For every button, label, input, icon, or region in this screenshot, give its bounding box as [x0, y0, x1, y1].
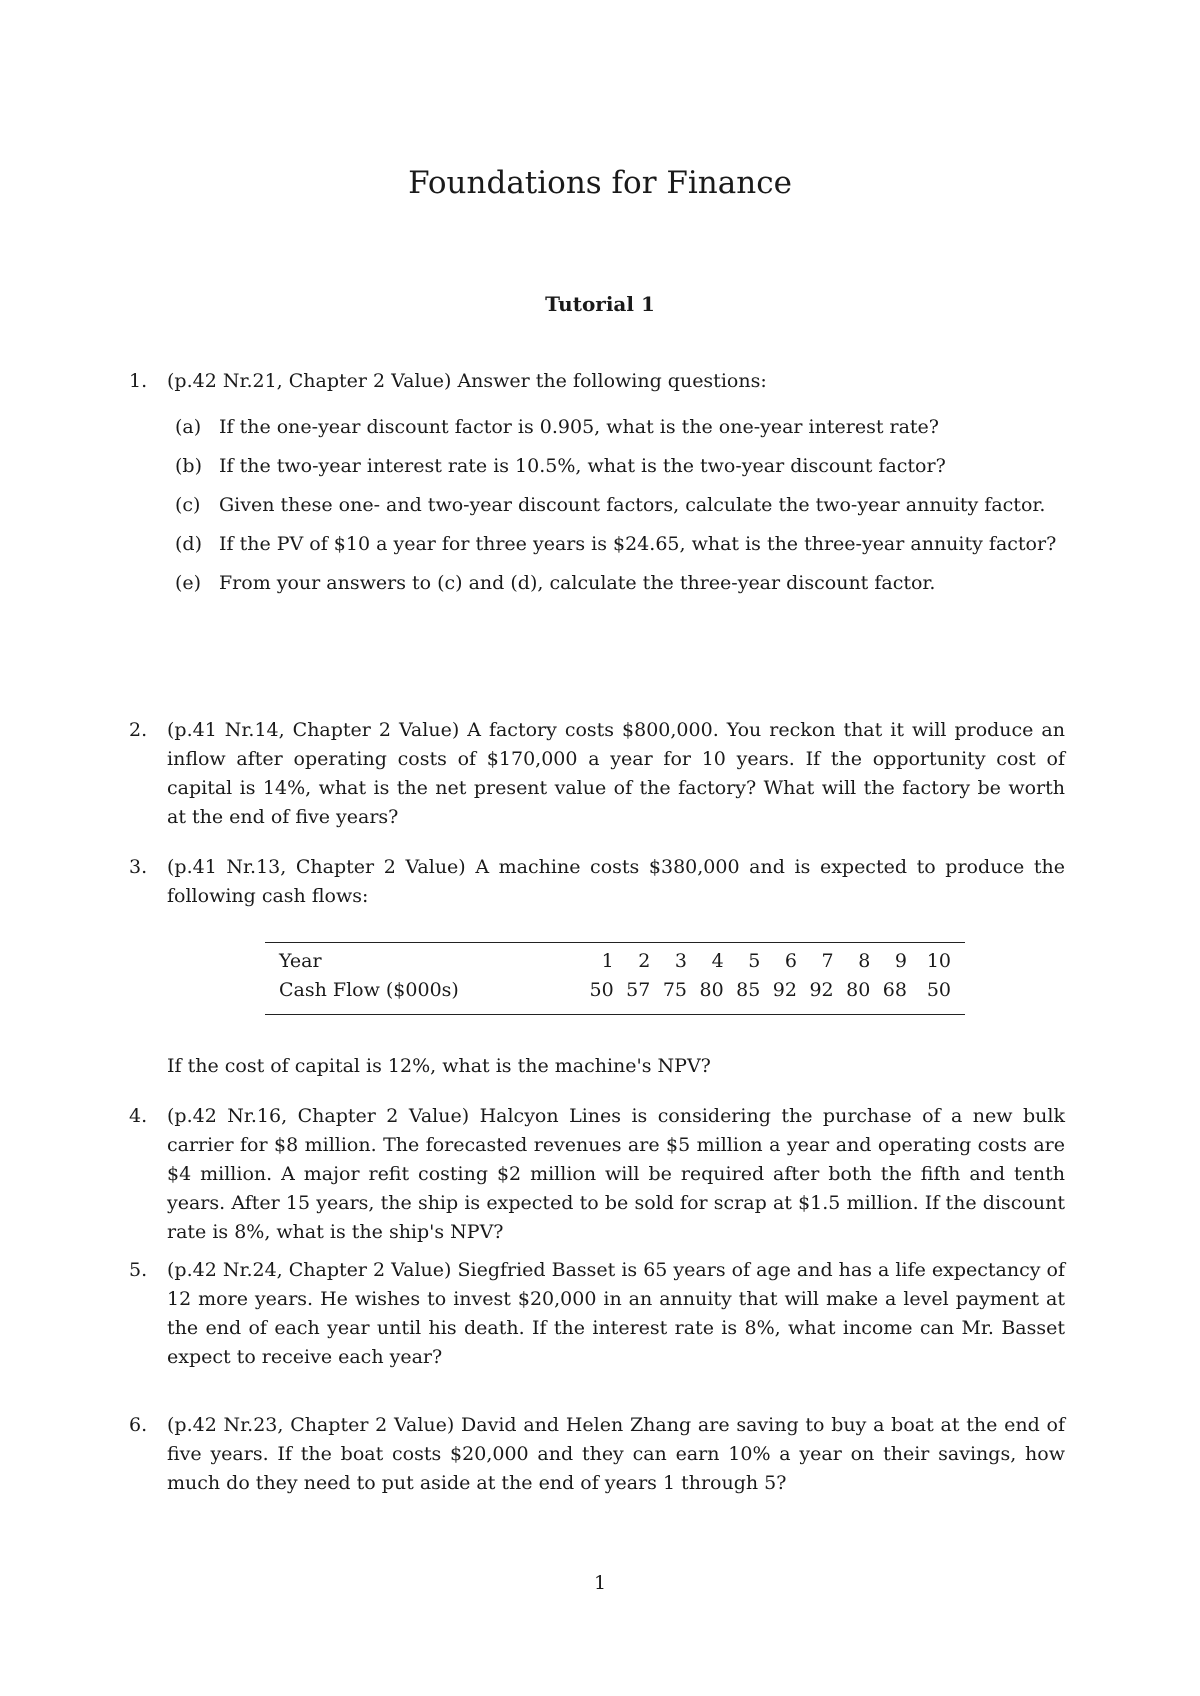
question-number: 3. — [129, 856, 148, 878]
table-cell: 50 — [589, 979, 614, 1001]
question-6 — [129, 1411, 1065, 1498]
table-cell: 9 — [894, 950, 907, 972]
question-1-parts — [175, 413, 1065, 608]
question-1-part-c — [175, 491, 1065, 520]
cash-flow-table — [265, 942, 965, 1010]
question-text: (p.42 Nr.23, Chapter 2 Value) David and Helen Zhang are saving to buy a boat at the end of five years. If the boat costs $20,000 and they can earn 10% a year on their savings, how much do they need to put aside at the end of years 1 through 5? — [167, 1414, 1065, 1494]
table-cell: 80 — [699, 979, 724, 1001]
part-text: If the PV of $10 a year for three years is $24.65, what is the three-year annuity factor? — [219, 533, 1057, 555]
question-number: 5. — [129, 1259, 148, 1281]
table-cell: 3 — [674, 950, 688, 972]
table-cell: 8 — [858, 950, 871, 972]
table-cell: 75 — [662, 979, 688, 1001]
table-row — [265, 976, 965, 1010]
part-text: Given these one- and two-year discount factors, calculate the two-year annuity factor. — [219, 494, 1046, 516]
table-cell: 57 — [626, 979, 651, 1001]
question-text: (p.42 Nr.21, Chapter 2 Value) Answer the following questions: — [167, 370, 767, 392]
question-1-part-e — [175, 569, 1065, 598]
part-label: (b) — [175, 455, 202, 477]
table-cell: 10 — [926, 950, 951, 972]
table-cell: 85 — [736, 979, 761, 1001]
part-label: (e) — [175, 572, 202, 594]
page-number: 1 — [593, 1572, 607, 1594]
question-number: 6. — [129, 1414, 148, 1436]
part-text: If the one-year discount factor is 0.905, what is the one-year interest rate? — [219, 416, 939, 438]
question-number: 4. — [129, 1105, 148, 1127]
table-row — [265, 942, 965, 976]
question-4 — [129, 1102, 1065, 1247]
table-row-label: Year — [279, 950, 322, 972]
question-1-part-b — [175, 452, 1065, 481]
question-number: 1. — [129, 370, 148, 392]
document-subtitle: Tutorial 1 — [545, 292, 655, 316]
table-cell: 68 — [882, 979, 907, 1001]
part-text: From your answers to (c) and (d), calculate the three-year discount factor. — [219, 572, 936, 594]
part-label: (c) — [175, 494, 201, 516]
part-text: If the two-year interest rate is 10.5%, what is the two-year discount factor? — [219, 455, 946, 477]
table-cell: 1 — [601, 950, 614, 972]
table-cell: 7 — [821, 950, 834, 972]
part-label: (a) — [175, 416, 202, 438]
table-cell: 50 — [926, 979, 951, 1001]
table-bottom-rule — [265, 1014, 965, 1015]
part-label: (d) — [175, 533, 202, 555]
table-cell: 6 — [784, 950, 797, 972]
question-3 — [129, 853, 1065, 911]
question-2 — [129, 716, 1065, 832]
table-cell: 2 — [638, 950, 651, 972]
question-text: (p.41 Nr.13, Chapter 2 Value) A machine costs $380,000 and is expected to produce the following cash flows: — [167, 856, 1065, 907]
table-row-label: Cash Flow ($000s) — [279, 979, 459, 1001]
table-cell: 92 — [772, 979, 797, 1001]
document-title: Foundations for Finance — [408, 165, 792, 201]
question-text: (p.41 Nr.14, Chapter 2 Value) A factory costs $800,000. You reckon that it will produce an inflow after operating costs of $170,000 a year for 10 years. If the opportunity cost of capital is 14%, what is the net present value of the factory? What will the factory be worth at the end of five years? — [167, 719, 1065, 828]
table-cell: 92 — [809, 979, 834, 1001]
question-text: (p.42 Nr.24, Chapter 2 Value) Siegfried Basset is 65 years of age and has a life expectancy of 12 more years. He wishes to invest $20,000 in an annuity that will make a level payment at the end of each year until his death. If the interest rate is 8%, what income can Mr. Basset expect to receive each year? — [167, 1259, 1065, 1368]
question-1-part-d — [175, 530, 1065, 559]
table-cell: 4 — [711, 950, 724, 972]
table-cell: 5 — [748, 950, 761, 972]
table-cell: 80 — [846, 979, 871, 1001]
question-1 — [129, 367, 1065, 396]
question-number: 2. — [129, 719, 148, 741]
question-5 — [129, 1256, 1065, 1372]
question-text: (p.42 Nr.16, Chapter 2 Value) Halcyon Lines is considering the purchase of a new bulk carrier for $8 million. The forecasted revenues are $5 million a year and operating costs are $4 million. A major refit costing $2 million will be required after both the fifth and tenth years. After 15 years, the ship is expected to be sold for scrap at $1.5 million. If the discount rate is 8%, what is the ship's NPV? — [167, 1105, 1065, 1243]
question-3-followup: If the cost of capital is 12%, what is the machine's NPV? — [167, 1055, 711, 1077]
question-1-part-a — [175, 413, 1065, 442]
